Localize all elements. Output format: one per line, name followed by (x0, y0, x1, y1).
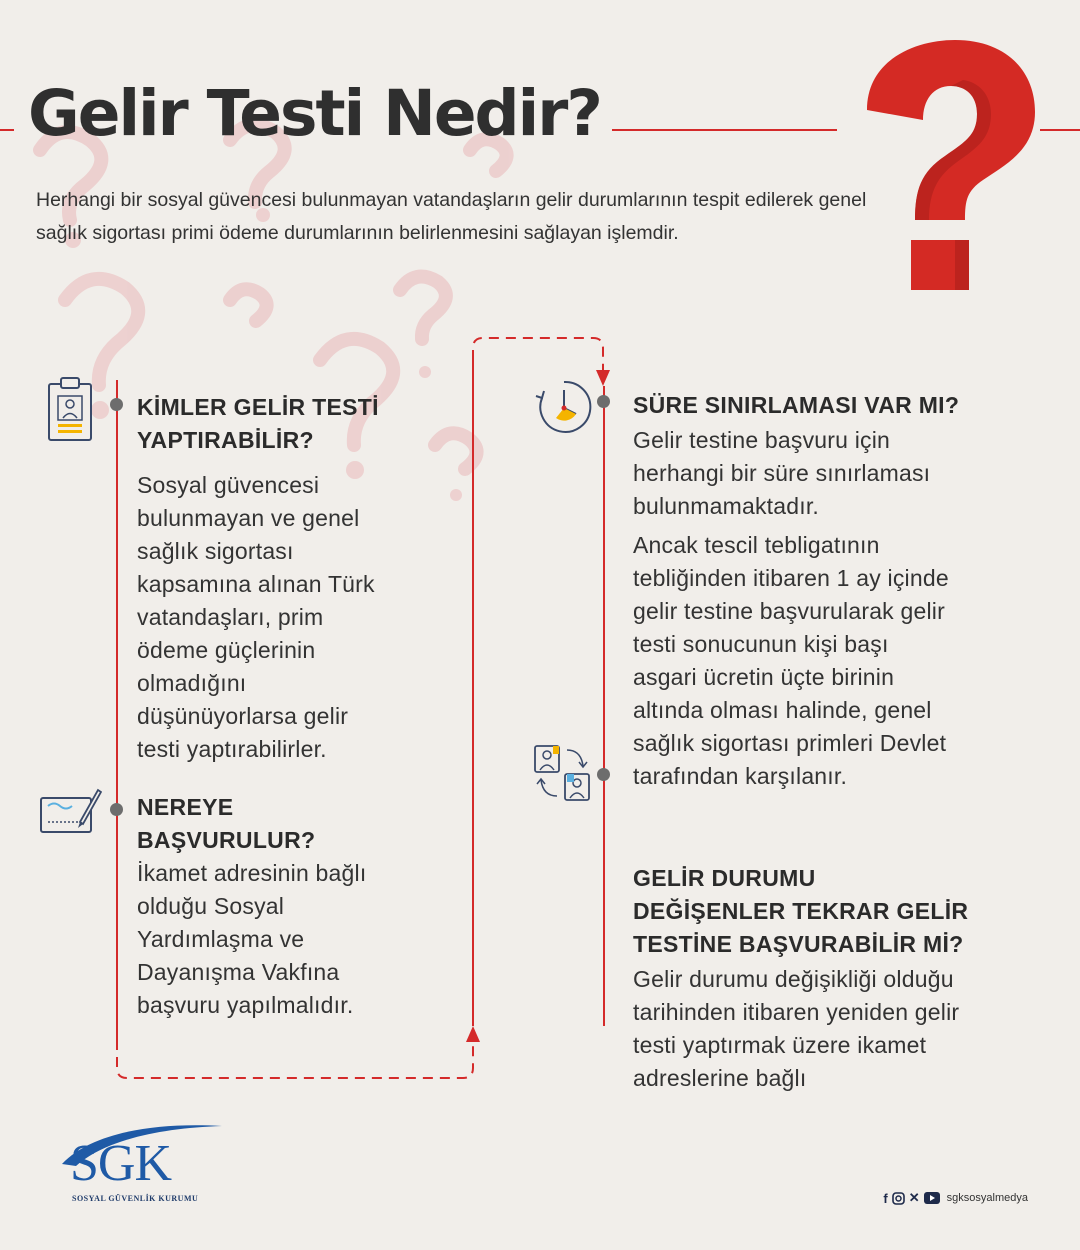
section-where (137, 791, 397, 1022)
sgk-logo (50, 1118, 225, 1208)
section-where-body: İkamet adresinin bağlı olduğu Sosyal Yardımlaşma ve Dayanışma Vakfına başvuru yapılmalıdır. (137, 860, 367, 1018)
intro-text: Herhangi bir sosyal güvencesi bulunmayan vatandaşların gelir durumlarının tespit edilerek genel sağlık sigortası primi ödeme durumlarının belirlenmesini sağlayan işlemdir. (36, 189, 867, 244)
timeline-dot (597, 768, 610, 781)
social-handle[interactable]: sgksosyalmedya (946, 1192, 1028, 1204)
facebook-icon[interactable]: f (883, 1190, 888, 1206)
section-who (137, 391, 427, 766)
section-change-body: Gelir durumu değişikliği olduğu tarihinden itibaren yeniden gelir testi yaptırmak üzere ikamet adreslerine bağlı (633, 966, 960, 1091)
section-time-heading: SÜRE SINIRLAMASI VAR MI? (633, 392, 960, 418)
clock-icon (534, 378, 594, 436)
section-where-heading: NEREYE BAŞVURULUR? (137, 794, 316, 853)
x-icon[interactable]: ✕ (908, 1190, 920, 1205)
instagram-icon[interactable] (892, 1192, 905, 1205)
form-pen-icon (40, 782, 102, 834)
clipboard-id-icon (47, 376, 93, 442)
timeline-dot (110, 398, 123, 411)
timeline-dot (597, 395, 610, 408)
youtube-icon[interactable] (924, 1192, 940, 1204)
section-who-heading: KİMLER GELİR TESTİ YAPTIRABİLİR? (137, 394, 379, 453)
section-time-body-2: Ancak tescil tebligatının tebliğinden itibaren 1 ay içinde gelir testine başvurularak gelir testi sonucunun kişi başı asgari ücretin üçte birinin altında olması halinde, genel sağlık sigortası primleri Devlet tarafından karşılanır. (633, 532, 949, 789)
section-change (633, 862, 973, 1094)
center-timeline (472, 360, 474, 1026)
user-exchange-icon (533, 744, 591, 802)
left-timeline (116, 380, 118, 1040)
sgk-logo-text: SGK (70, 1135, 172, 1192)
section-time-body-1: Gelir testine başvuru için herhangi bir süre sınırlaması bulunmamaktadır. (633, 427, 931, 519)
section-change-heading: GELİR DURUMU DEĞİŞENLER TEKRAR GELİR TESTİNE BAŞVURABİLİR Mİ? (633, 865, 969, 957)
social-bar (883, 1190, 1028, 1206)
section-who-body: Sosyal güvencesi bulunmayan ve genel sağlık sigortası kapsamına alınan Türk vatandaşları, prim ödeme güçlerinin olmadığını düşünüyorlarsa gelir testi yaptırabilirler. (137, 472, 375, 762)
right-timeline (603, 386, 605, 1026)
timeline-dot (110, 803, 123, 816)
sgk-logo-subtitle: SOSYAL GÜVENLİK KURUMU (72, 1194, 199, 1203)
section-time (633, 389, 973, 793)
page-title: Gelir Testi Nedir? (28, 77, 601, 150)
